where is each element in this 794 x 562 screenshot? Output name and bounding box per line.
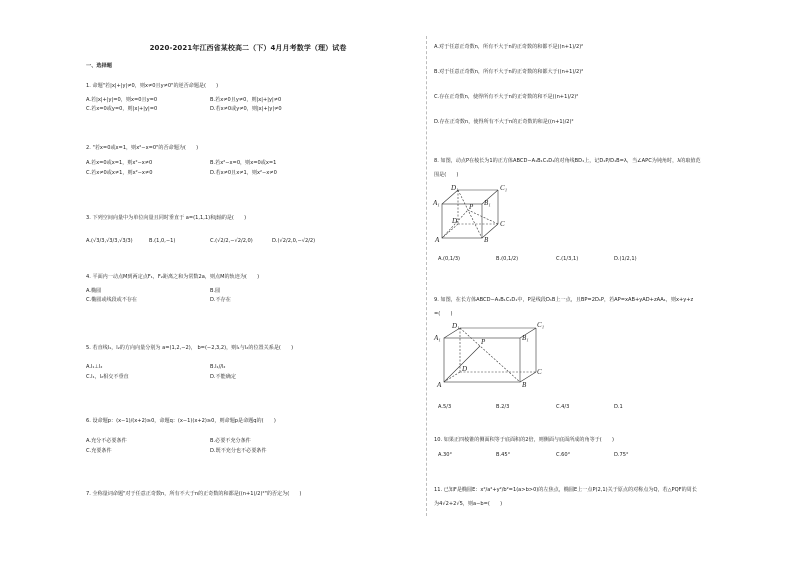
cube-label-d: D (452, 217, 458, 225)
q9-option-b: B.2/3 (496, 404, 510, 410)
box-label-b: B (522, 381, 527, 389)
q4-option-c: C.椭圆或线段或不存在 (86, 297, 138, 303)
cuboid-figure (434, 321, 545, 389)
cube-label-c: C (500, 220, 505, 228)
question-8-stem: 8. 如图，动点P在棱长为1的正方体ABCD−A₁B₁C₁D₁的对角线BD₁上，记D₁P/D₁B=λ，当∠APC为钝角时，λ的取值范 (434, 158, 701, 164)
q2-option-a: A.若x=0或x=1，则x²−x≠0 (86, 160, 153, 166)
cube-label-a: A (435, 236, 440, 244)
q1-option-b: B.若x≠0且y≠0，则|x|+|y|≠0 (210, 97, 282, 103)
q5-option-b: B.l₁//l₂ (210, 364, 226, 370)
q10-option-c: C.60° (556, 452, 571, 458)
question-11-stem: 11. 已知F是椭圆E：x²/a²+y²/b²=1(a>b>0)的左焦点，椭圆E上一点P(2,1)关于原点的对称点为Q，若△PQF的周长 (434, 487, 697, 493)
question-6-stem: 6. 设命题p：(x−1)/(x+2)≥0，命题q：(x−1)(x+2)≥0，则命题p是命题q的( ) (86, 418, 276, 424)
question-9-stem: 9. 如图，在长方体ABCD−A₁B₁C₁D₁中，P是线段D₁B上一点，且BP=2D₁P，若AP=xAB+yAD+zAA₁，则x+y+z (434, 297, 694, 303)
q6-option-b: B.必要不充分条件 (210, 438, 251, 444)
q2-option-b: B.若x²−x=0，则x=0或x=1 (210, 160, 277, 166)
q3-option-d: D.(√2/2,0,−√2/2) (272, 238, 316, 244)
q10-option-b: B.45° (496, 452, 511, 458)
cube-label-b: B (484, 236, 489, 244)
q7-option-c: C.存在正奇数n，使得所有不大于n的正奇数的和不是((n+1)/2)² (434, 94, 579, 100)
q8-option-c: C.(1/3,1) (556, 256, 579, 262)
question-10-stem: 10. 如果正四棱锥的侧面积等于底面积的2倍，则侧面与底面所成的角等于( ) (434, 437, 614, 443)
cube-label-b1: B₁ (484, 199, 491, 207)
cube-figure (433, 184, 510, 244)
q2-option-d: D.若x≠0且x≠1，则x²−x≠0 (210, 170, 277, 176)
question-11-stem-cont: 为4√2+2√5，则a−b=( ) (434, 501, 503, 507)
q5-option-a: A.l₁⊥l₂ (86, 364, 103, 370)
question-3-stem: 3. 下列空间向量中为单位向量且同时垂直于 a=(1,1,1)和j轴的是( ) (86, 215, 247, 221)
cube-label-d1: D₁ (451, 184, 459, 192)
q5-option-c: C.l₁，l₂相交不垂直 (86, 374, 129, 380)
box-label-c1: C₁ (537, 321, 545, 329)
q9-option-a: A.5/3 (438, 404, 452, 410)
question-7-stem: 7. 全称量词命题"对于任意正奇数n，所有不大于n的正奇数的和都是((n+1)/2)²"的否定为( ) (86, 491, 302, 497)
q1-option-d: D.若x≠0或y≠0，则|x|+|y|≠0 (210, 106, 282, 112)
q1-option-c: C.若x=0或y=0，则|x|+|y|=0 (86, 106, 158, 112)
question-1-stem: 1. 命题"若|x|+|y|≠0，则x≠0且y≠0"的逆否命题是( ) (86, 83, 219, 89)
q8-option-d: D.(1/2,1) (614, 256, 637, 262)
question-4-stem: 4. 平面内一动点M到两定点F₁，F₂距离之和为常数2a，则点M的轨迹为( ) (86, 274, 260, 280)
cube-label-c1: C₁ (500, 184, 508, 192)
question-5-stem: 5. 若直线l₁，l₂的方向向量分别为 a=(1,2,−2)， b=(−2,3,2)，则l₁与l₂的位置关系是( ) (86, 345, 294, 351)
cube-label-a1: A₁ (433, 199, 440, 207)
box-label-c: C (537, 368, 542, 376)
q4-option-b: B.圆 (210, 288, 221, 294)
q3-option-a: A.(√3/3,√3/3,√3/3) (86, 238, 133, 244)
q7-option-b: B.对于任意正奇数n，所有不大于n的正奇数的和都大于((n+1)/2)² (434, 69, 584, 75)
q9-option-c: C.4/3 (556, 404, 570, 410)
section-heading: 一、选择题 (86, 63, 112, 69)
column-divider (426, 36, 427, 516)
q5-option-d: D.不能确定 (210, 374, 236, 380)
q3-option-c: C.(√2/2,−√2/2,0) (210, 238, 253, 244)
q4-option-d: D.不存在 (210, 297, 231, 303)
box-label-d1: D₁ (452, 322, 460, 330)
q6-option-a: A.充分不必要条件 (86, 438, 127, 444)
box-label-d: D (462, 365, 468, 373)
q6-option-d: D.既不充分也不必要条件 (210, 448, 267, 454)
box-label-b1: B₁ (522, 334, 529, 342)
question-9-stem-cont: =( ) (434, 311, 453, 317)
q2-option-c: C.若x≠0或x≠1，则x²−x≠0 (86, 170, 153, 176)
box-label-p: P (481, 338, 486, 346)
q3-option-b: B.(1,0,−1) (149, 238, 176, 244)
q8-option-a: A.(0,1/3) (438, 256, 461, 262)
exam-title: 2020-2021年江西省某校高二（下）4月月考数学（理）试卷 (149, 44, 347, 52)
q7-option-a: A.对于任意正奇数n，所有不大于n的正奇数的和都不是((n+1)/2)² (434, 44, 584, 50)
q4-option-a: A.椭圆 (86, 288, 102, 294)
q6-option-c: C.充要条件 (86, 448, 112, 454)
question-8-stem-cont: 围是( ) (434, 172, 459, 178)
q10-option-d: D.75° (614, 452, 629, 458)
q10-option-a: A.30° (438, 452, 453, 458)
q7-option-d: D.存在正奇数n，使得所有不大于n的正奇数的和是((n+1)/2)² (434, 119, 574, 125)
box-label-a1: A₁ (434, 334, 441, 342)
box-label-a: A (437, 381, 442, 389)
q8-option-b: B.(0,1/2) (496, 256, 519, 262)
q9-option-d: D.1 (614, 404, 623, 410)
question-2-stem: 2. "若x=0或x=1，则x²−x=0"的否命题为( ) (86, 145, 199, 151)
q1-option-a: A.若|x|+|y|=0，则x=0且y=0 (86, 97, 158, 103)
cube-label-p: P (469, 203, 474, 211)
